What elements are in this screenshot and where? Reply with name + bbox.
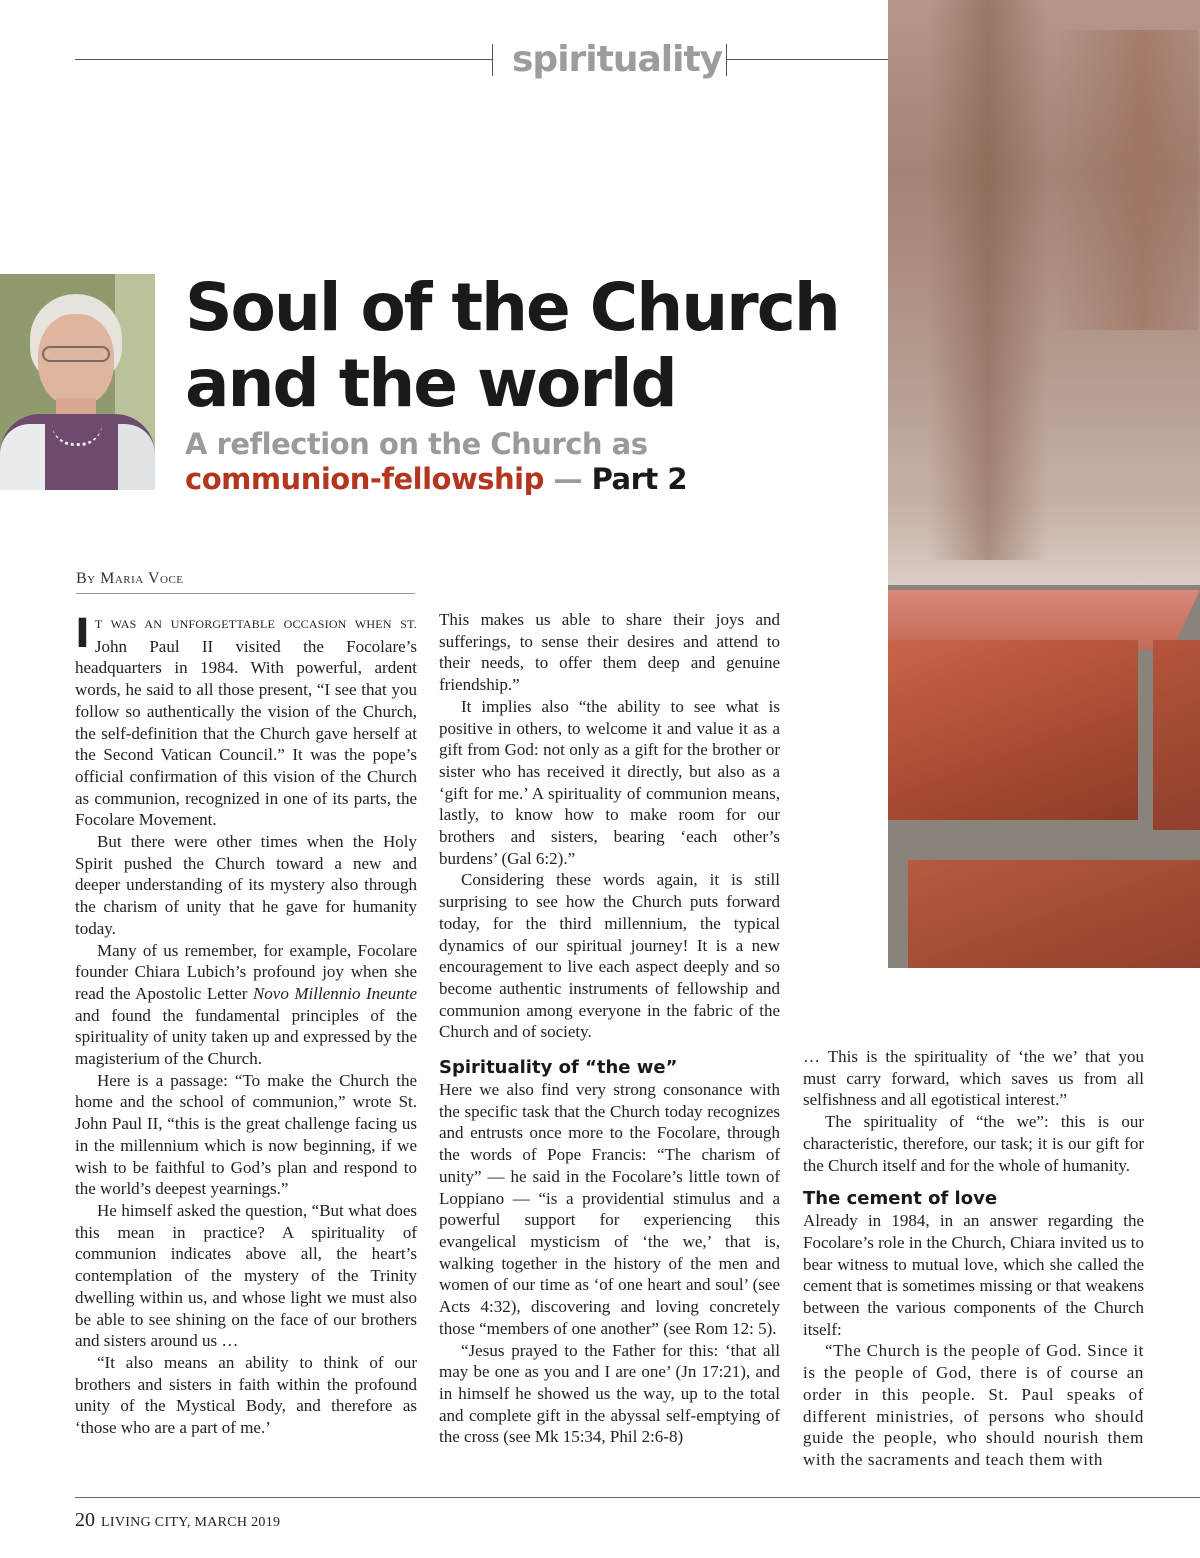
- section-tick-right: [726, 44, 727, 76]
- paragraph: It implies also “the ability to see what is positive in others, to welcome it and value it as a gift from God: not only as a gift for the brother or sister who has received it directly, but also as a ‘gift for me.’ A spirituality of communion means, lastly, to know how to make room for our brothers and sisters, bearing ‘each other’s burdens’ (Gal 6:2).”: [439, 696, 780, 868]
- paragraph: The spirituality of “the we”: this is our characteristic, therefore, our task; it is our gift for the Church itself and for the whole of humanity.: [803, 1112, 1144, 1175]
- paragraph: Here we also find very strong consonance with the specific task that the Church today recognizes and entrusts once more to the Focolare, through the words of Pope Francis: “The charism of unity” — he said in the Focolare’s little town of Loppiano — “is a providential stimulus and a powerful support for experiencing this evangelical mysticism of ‘the we,’ that is, walking together in the history of the men and women of our time as ‘of one heart and soul’ (see Acts 4:32), discovering and loving concretely those “members of one another” (see Rom 12: 5).: [439, 1080, 780, 1338]
- paragraph: [75, 612, 417, 831]
- author-portrait: [0, 274, 155, 490]
- paragraph: Already in 1984, in an answer regarding the Focolare’s role in the Church, Chiara invited us to bear witness to mutual love, which she called the cement that is sometimes missing or that weakens between the various components of the Church itself:: [803, 1211, 1144, 1339]
- lead-in: T WAS AN UNFORGETTABLE OCCASION WHEN ST.: [94, 617, 417, 631]
- byline: By Maria Voce: [76, 570, 184, 587]
- paragraph: “Jesus prayed to the Father for this: ‘that all may be one as you and I are one’ (Jn 17:21), and in himself he showed us the way, up to the total and complete gift in the abyssal self-emptying of the cross (see Mk 15:34, Phil 2:6-8): [439, 1340, 780, 1447]
- drop-cap: I: [75, 611, 90, 657]
- subtitle-line-1: A reflection on the Church as: [185, 427, 648, 461]
- column-2: [439, 609, 780, 1448]
- subtitle-line-2: [185, 462, 687, 496]
- paragraph: But there were other times when the Holy Spirit pushed the Church toward a new and deeper understanding of its mystery also through the charism of unity that he gave for humanity today.: [75, 832, 417, 938]
- letter-title: Novo Millennio Ineunte: [252, 983, 417, 1003]
- paragraph: Here is a passage: “To make the Church the home and the school of communion,” wrote St. John Paul II, “this is the great challenge facing us in the millennium which is now beginning, if we wish to be faithful to God’s plan and respond to the world’s deepest yearnings.”: [75, 1070, 417, 1199]
- paragraph-text: and found the fundamental principles of the spirituality of unity taken up and expressed by the magisterium of the Church.: [75, 1005, 417, 1069]
- title-line-1: Soul of the Church: [185, 269, 839, 346]
- page-number: 20: [75, 1509, 95, 1531]
- byline-rule: [76, 593, 415, 594]
- subheading-cement-of-love: The cement of love: [803, 1188, 998, 1210]
- paragraph-text: Many of us remember, for example, Focolare founder Chiara Lubich’s profound joy when she read the Apostolic Letter: [75, 940, 417, 1003]
- paragraph: “It also means an ability to think of our brothers and sisters in faith within the profound unity of the Mystical Body, and therefore as ‘those who are a part of me.’: [75, 1352, 417, 1438]
- article-title: [185, 270, 875, 422]
- paragraph: He himself asked the question, “But what does this mean in practice? A spirituality of communion indicates above all, the heart’s contemplation of the mystery of the Trinity dwelling within us, and whose light we must also be able to see shining on the face of our brothers and sisters around us …: [75, 1200, 417, 1351]
- magazine-issue: LIVING CITY, MARCH 2019: [101, 1515, 281, 1530]
- column-3: [803, 1046, 1144, 1471]
- title-line-2: and the world: [185, 345, 676, 422]
- paragraph: “The Church is the people of God. Since it is the people of God, there is of course an order in this people. St. Paul speaks of different ministries, of persons who should guide the people, who should nourish them with the sacraments and teach them with: [803, 1341, 1144, 1469]
- paragraph: This makes us able to share their joys and sufferings, to sense their desires and attend to their needs, to offer them deep and genuine friendship.”: [439, 610, 780, 695]
- section-rule-right: [726, 59, 888, 60]
- section-tick-left: [492, 44, 493, 76]
- paragraph: … This is the spirituality of ‘the we’ that you must carry forward, which saves us from all selfishness and all egotistical interest.”: [803, 1047, 1144, 1110]
- subheading-spirituality-we: Spirituality of “the we”: [439, 1057, 678, 1079]
- footer-rule: [75, 1497, 1200, 1498]
- section-rule-left: [75, 59, 492, 60]
- column-1: [75, 612, 417, 1439]
- subtitle-part: Part 2: [591, 462, 688, 496]
- paragraph: Considering these words again, it is still surprising to see how the Church puts forward today, for the third millennium, the typical dynamics of our spiritual journey! It is a new encouragement to live each aspect deeply and so become authentic instruments of fellowship and communion among everyone in the fabric of the Church and of society.: [439, 870, 780, 1042]
- subtitle-highlight: communion-fellowship: [185, 462, 544, 496]
- paragraph: [75, 940, 417, 1070]
- section-label: spirituality: [512, 39, 723, 80]
- bricks-photo: [888, 0, 1200, 968]
- subtitle-dash: —: [543, 462, 592, 496]
- page-footer: [75, 1509, 280, 1532]
- paragraph-text: John Paul II visited the Focolare’s headquarters in 1984. With powerful, ardent words, he said to all those present, “I see that you follow so authentically the vision of the Church, the self-definition that the Church gave herself at the Second Vatican Council.” It was the pope’s official confirmation of this vision of the Church as communion, recognized in one of its parts, the Focolare Movement.: [75, 636, 417, 830]
